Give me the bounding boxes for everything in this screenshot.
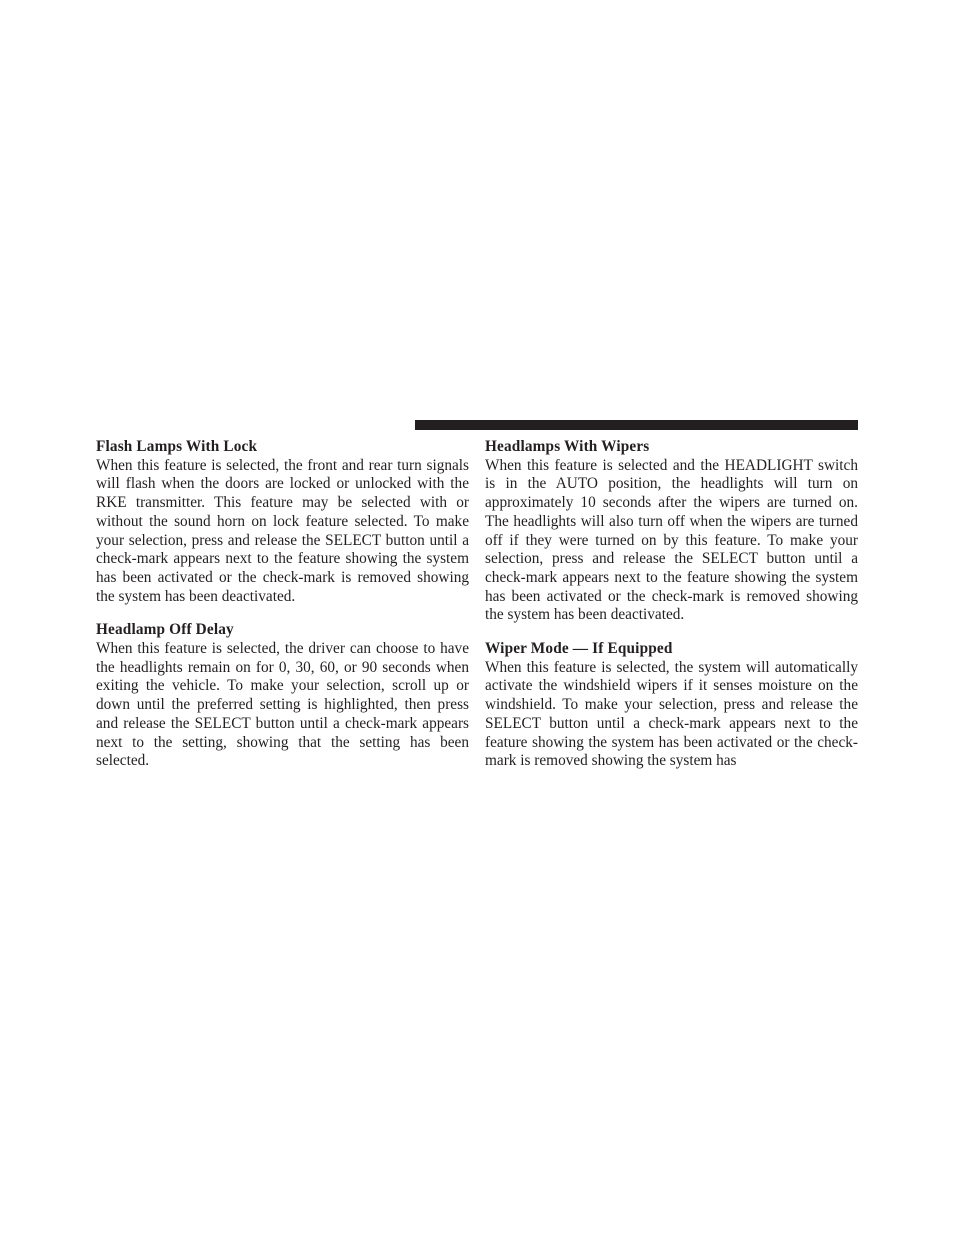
section-body: When this feature is selected, the front and rear turn signals will flash when the doors are locked or unlocked with the RKE transmitter. This feature may be selected with or without the sound horn on lock feature selected. To make your selection, press and release the SELECT button until a check-mark appears next to the feature showing the system has been activated or the check-mark is removed showing the system has been deactivated.: [96, 456, 469, 605]
section-heading: Wiper Mode — If Equipped: [485, 640, 673, 658]
section-headlamp-off-delay: [96, 621, 469, 771]
section-heading: Headlamp Off Delay: [96, 621, 234, 639]
section-body: When this feature is selected, the system will automatically activate the windshield wipers if it senses moisture on the windshield. To make your selection, press and release the SELECT button until a check-mark appears next to the feature showing the system has been activated or the check-mark is removed showing the system has: [485, 658, 858, 770]
left-column: [96, 438, 469, 786]
section-headlamps-with-wipers: [485, 438, 858, 625]
section-body: When this feature is selected, the driver can choose to have the headlights remain on for 0, 30, 60, or 90 seconds when exiting the vehicle. To make your selection, scroll up or down until the preferred setting is highlighted, then press and release the SELECT button until a check-mark appears next to the setting, showing that the setting has been selected.: [96, 640, 469, 770]
section-flash-lamps-with-lock: [96, 438, 469, 606]
section-heading: Flash Lamps With Lock: [96, 438, 258, 455]
section-heading: Headlamps With Wipers: [485, 438, 650, 455]
section-header-rule: [415, 420, 858, 430]
section-wiper-mode: [485, 640, 858, 771]
right-column: [485, 438, 858, 786]
section-body: When this feature is selected and the HEADLIGHT switch is in the AUTO position, the headlights will turn on approximately 10 seconds after the wipers are turned on. The headlights will also turn off when the wipers are turned off if they were turned on by this feature. To make your selection, press and release the SELECT button until a check-mark appears next to the feature showing the system has been activated or the check-mark is removed showing the system has been deactivated.: [485, 456, 858, 624]
